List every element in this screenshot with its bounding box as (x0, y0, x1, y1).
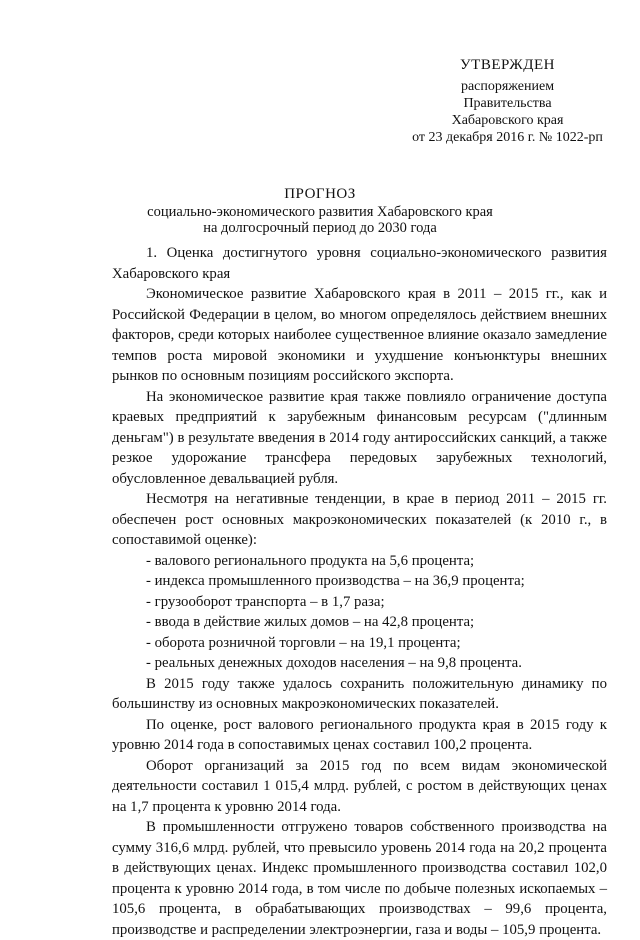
list-item: - реальных денежных доходов населения – на 9,8 процента. (146, 655, 522, 671)
approval-date: от 23 декабря 2016 г. № 1022-рп (412, 130, 603, 145)
paragraph: В промышленности отгружено товаров собственного производства на сумму 316,6 млрд. рублей, что превысило уровень 2014 года на 20,2 процента в действующих ценах. Индекс промышленного производства составил 102,0 процента к уровню 2014 года, в том числе по добыче полезных ископаемых – 105,6 процента, в обрабатывающих производствах – 99,6 процента, производстве и распределении электроэнергии, газа и воды – 105,9 процента. (112, 819, 607, 938)
approval-line: распоряжением (460, 79, 555, 94)
document-heading (100, 186, 540, 236)
paragraph: Оборот организаций за 2015 год по всем видам экономической деятельности составил 1 015,4 млрд. рублей, с ростом в действующих ценах на 1,7 процента к уровню 2014 года. (112, 757, 607, 815)
paragraph: В 2015 году также удалось сохранить положительную динамику по большинству из основных макроэкономических показателей. (112, 675, 607, 712)
document-subtitle: социально-экономического развития Хабаровского края (147, 204, 493, 220)
list-item: - грузооборот транспорта – в 1,7 раза; (146, 593, 385, 610)
paragraph: По оценке, рост валового регионального продукта края в 2015 году к уровню 2014 года в сопоставимых ценах составил 100,2 процента. (112, 716, 607, 753)
paragraph: Экономическое развитие Хабаровского края в 2011 – 2015 гг., как и Российской Федерации в целом, во многом определялось действием внешних факторов, среди которых наиболее существенное влияние оказало замедление темпов роста мировой экономики и ухудшение конъюнктуры внешних рынков по основным позициям российского экспорта. (112, 286, 607, 384)
approval-title: УТВЕРЖДЕН (460, 57, 555, 73)
list-item: - валового регионального продукта на 5,6 процента; (146, 552, 475, 569)
paragraph: Несмотря на негативные тенденции, в крае в период 2011 – 2015 гг. обеспечен рост основных макроэкономических показателей (к 2010 г., в сопоставимой оценке): (112, 491, 607, 548)
approval-line: Хабаровского края (451, 113, 564, 128)
list-item: - ввода в действие жилых домов – на 42,8 процента; (146, 614, 475, 630)
list-item: - оборота розничной торговли – на 19,1 процента; (146, 634, 461, 651)
approval-line: Правительства (463, 96, 552, 111)
section-heading: 1. Оценка достигнутого уровня социально-экономического развития Хабаровского края (112, 245, 607, 282)
approval-stamp (395, 57, 620, 146)
document-title: ПРОГНОЗ (284, 186, 356, 202)
paragraph: На экономическое развитие края также повлияло ограничение доступа краевых предприятий к зарубежным финансовым ресурсам ("длинным деньгам") в результате введения в 2014 году антироссийских санкций, а также резкое удорожание трансфера передовых зарубежных технологий, обусловленное девальвацией рубля. (112, 388, 607, 487)
document-subtitle: на долгосрочный период до 2030 года (203, 220, 437, 236)
document-body (112, 243, 607, 940)
list-item: - индекса промышленного производства – на 36,9 процента; (146, 573, 525, 589)
